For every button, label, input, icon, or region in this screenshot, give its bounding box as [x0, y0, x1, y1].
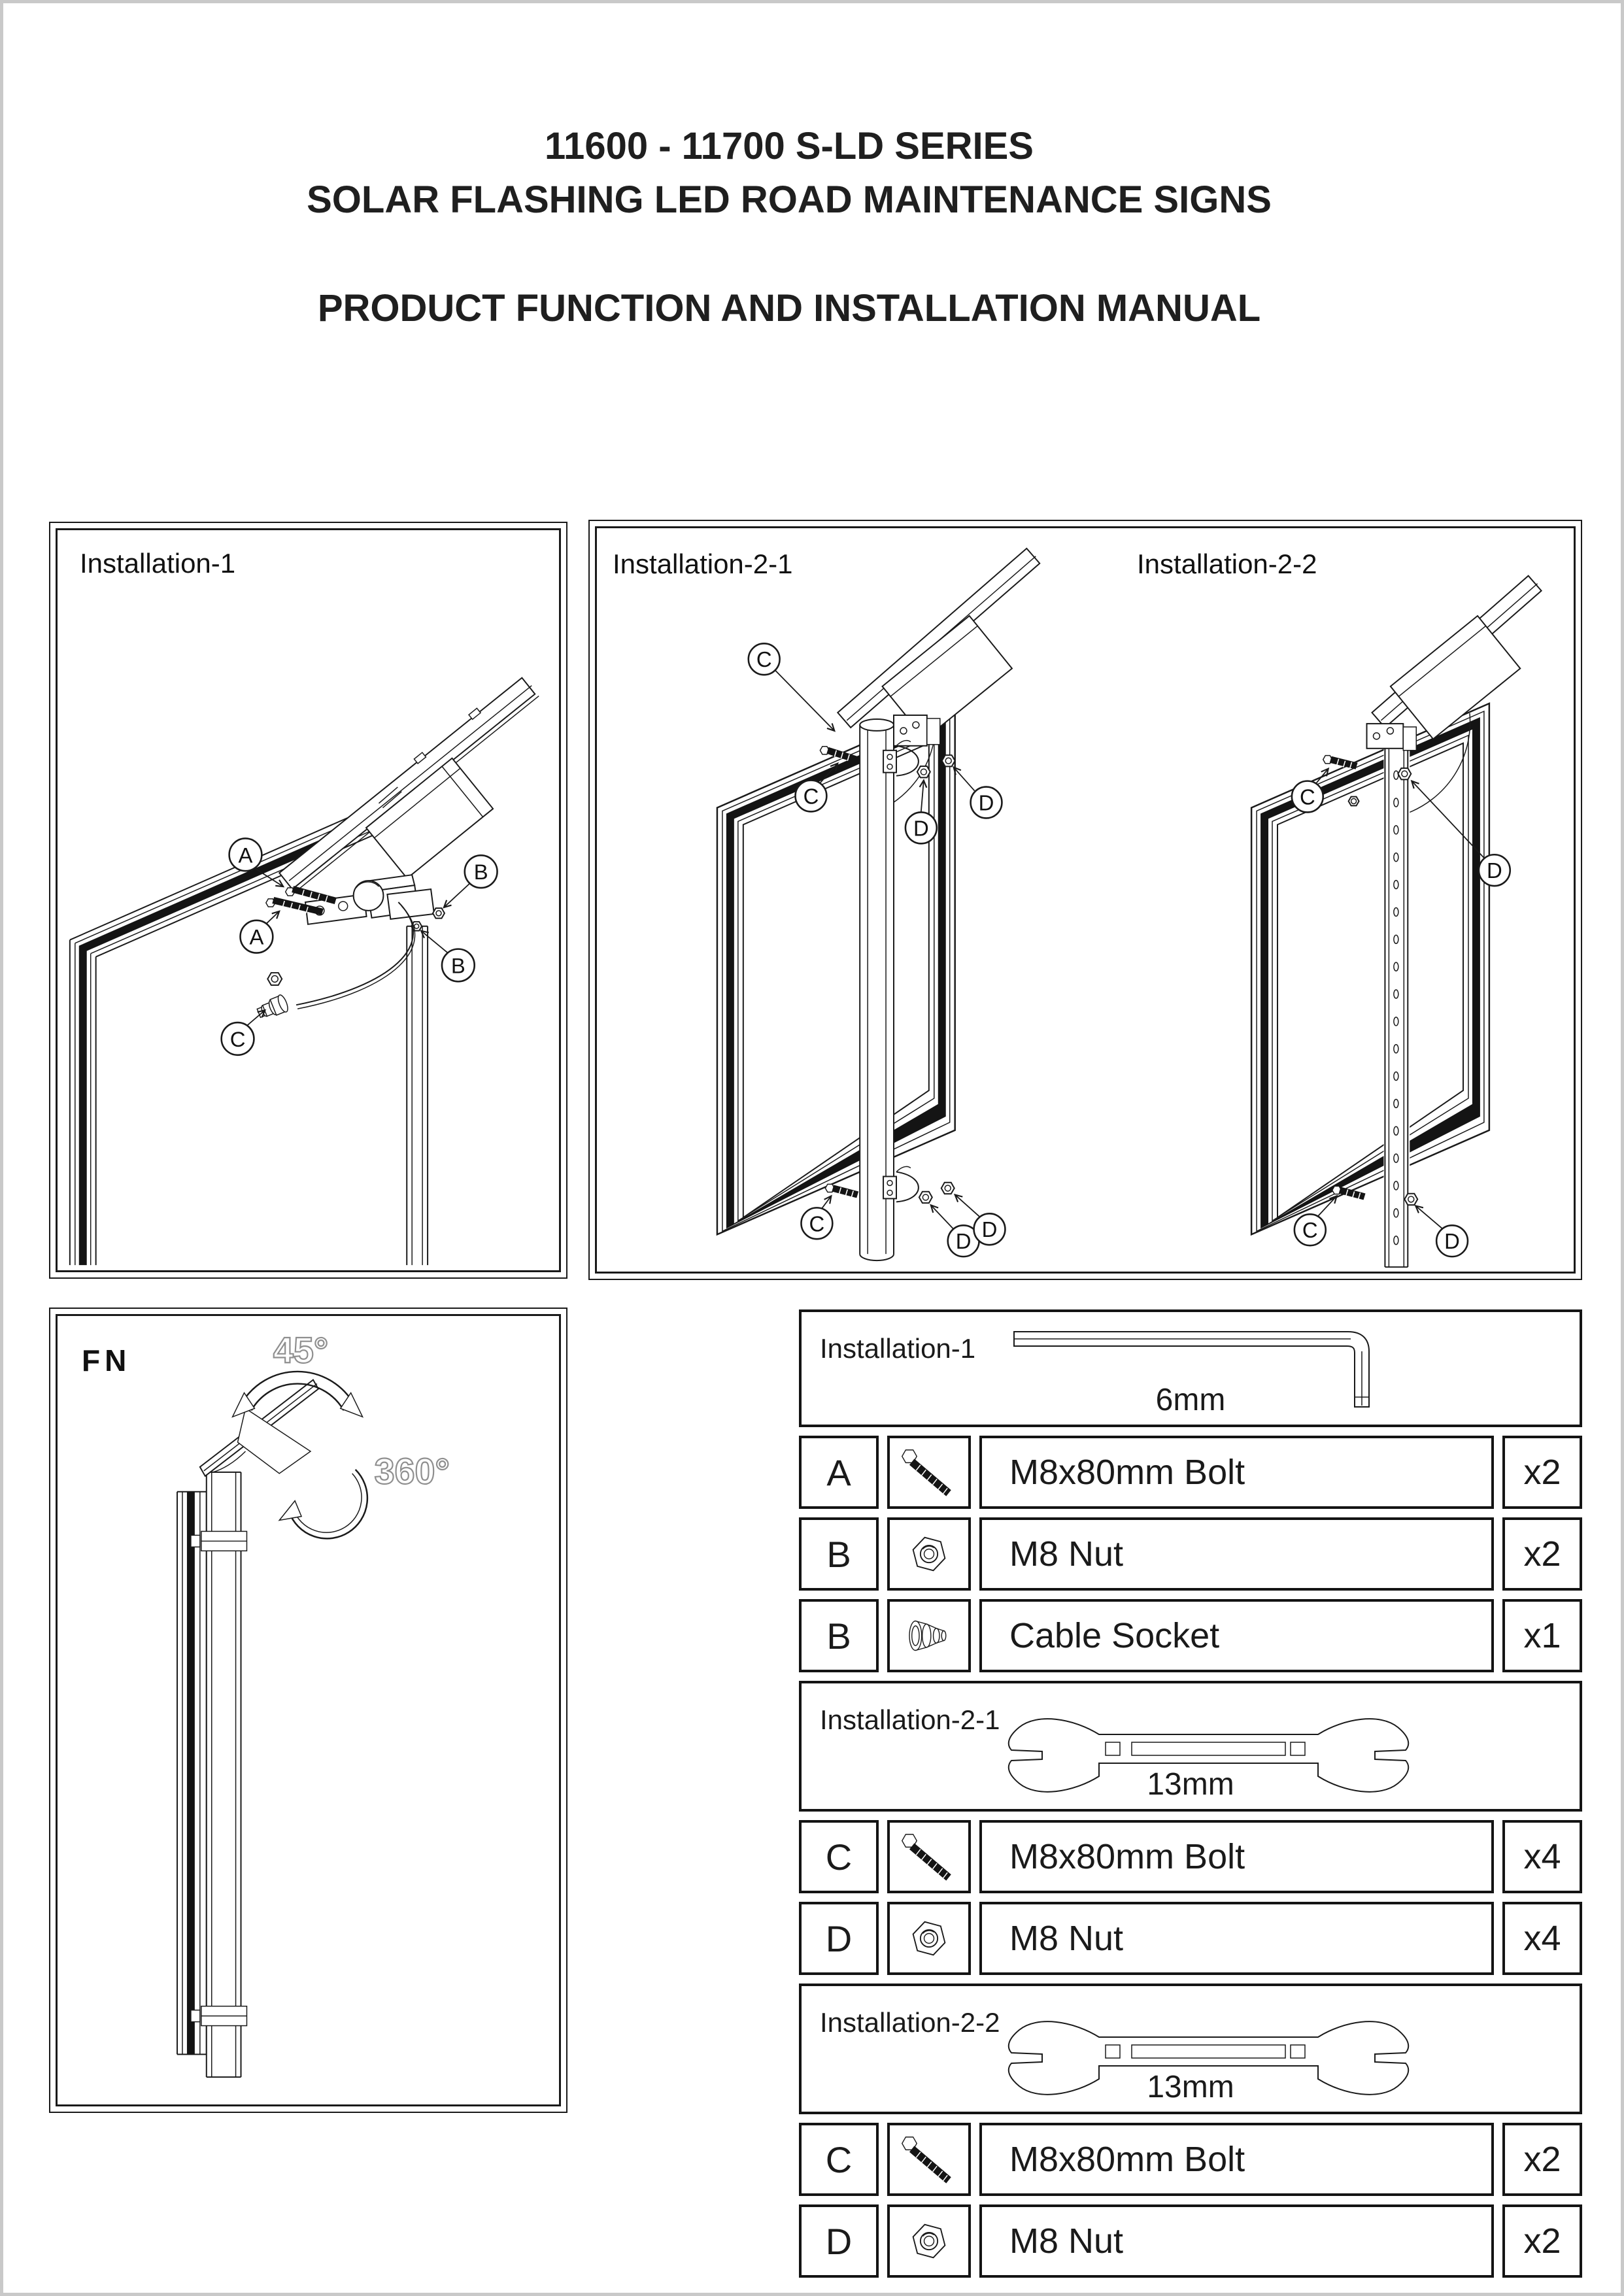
part-qty: x2: [1502, 2123, 1582, 2196]
svg-text:C: C: [809, 1211, 825, 1236]
part-qty: x4: [1502, 1902, 1582, 1975]
installation-2-drawing: [590, 521, 1581, 1279]
fn-drawing: [50, 1309, 566, 2112]
callout-d-bottom-1: [931, 1205, 979, 1257]
tool-size: 13mm: [1147, 1767, 1234, 1802]
svg-text:C: C: [229, 1026, 246, 1051]
svg-text:360°: 360°: [374, 1451, 450, 1492]
m8-nut: [433, 908, 445, 919]
installation-2-diagram-box: [588, 520, 1582, 1280]
callout-d-right: [1412, 781, 1510, 886]
part-key: B: [799, 1517, 879, 1591]
svg-text:A: A: [249, 924, 264, 949]
part-desc: M8x80mm Bolt: [979, 1436, 1494, 1509]
m8-bolt: [825, 1184, 858, 1198]
cable-socket-nut: [267, 973, 282, 985]
tool-size: 13mm: [1147, 2070, 1234, 2104]
part-qty: x2: [1502, 1517, 1582, 1591]
callout-a-2: [241, 911, 280, 953]
installation-1-diagram-box: [49, 522, 567, 1279]
clamp-bolt-top: [191, 1531, 247, 1551]
m8-nut: [917, 766, 930, 777]
part-desc: M8x80mm Bolt: [979, 2123, 1494, 2196]
rotation-360-arrow: [279, 1470, 367, 1538]
svg-text:C: C: [756, 647, 772, 672]
svg-text:D: D: [978, 790, 994, 815]
tool-header-installation-1: [799, 1309, 1582, 1427]
tilt-angle-label: [273, 1330, 328, 1371]
m8-nut: [1349, 797, 1359, 806]
tool-header-label: Installation-1: [820, 1333, 976, 1364]
installation-2-1-label: Installation-2-1: [613, 549, 793, 579]
bolt-icon: [887, 1820, 971, 1893]
svg-text:45°: 45°: [273, 1330, 329, 1371]
bolt-icon: [887, 1436, 971, 1509]
part-row: [799, 1436, 1582, 1509]
installation-1-drawing: [50, 523, 566, 1277]
svg-text:D: D: [1486, 858, 1502, 883]
m8-bolt: [1332, 1186, 1366, 1200]
nut-icon: [887, 2204, 971, 2278]
m8-nut: [942, 755, 955, 766]
tool-size: 6mm: [1155, 1383, 1226, 1417]
bolt-icon: [887, 2123, 971, 2196]
part-row: [799, 1902, 1582, 1975]
parts-table: [799, 1309, 1582, 2278]
part-key: A: [799, 1436, 879, 1509]
part-desc: M8 Nut: [979, 1517, 1494, 1591]
installation-2-1-figure: [717, 549, 1040, 1260]
svg-text:A: A: [238, 843, 253, 868]
svg-text:C: C: [803, 784, 819, 809]
part-desc: M8x80mm Bolt: [979, 1820, 1494, 1893]
control-box: [1391, 616, 1520, 739]
nut-icon: [887, 1517, 971, 1591]
ball-joint: [354, 881, 384, 911]
svg-text:D: D: [913, 816, 929, 841]
callout-d-mid: [905, 781, 937, 844]
callout-b-2: [421, 931, 475, 982]
part-row: [799, 1820, 1582, 1893]
part-qty: x2: [1502, 2204, 1582, 2278]
sign-frame: [1251, 703, 1489, 1234]
m8-bolt: [1323, 756, 1358, 769]
sign-side-view: [177, 1492, 207, 2055]
sign-frame: [717, 703, 955, 1234]
installation-2-2-figure: [1251, 576, 1541, 1267]
part-desc: Cable Socket: [979, 1599, 1494, 1672]
svg-text:D: D: [1444, 1229, 1460, 1254]
part-qty: x2: [1502, 1436, 1582, 1509]
callout-c: [222, 1010, 265, 1055]
title-line-3: PRODUCT FUNCTION AND INSTALLATION MANUAL: [317, 287, 1261, 329]
tool-header-label: Installation-2-1: [820, 1704, 1000, 1735]
clamp-bolt-bottom: [191, 2006, 247, 2026]
svg-text:D: D: [981, 1217, 998, 1242]
callout-d-bottom: [1415, 1206, 1468, 1257]
svg-text:D: D: [955, 1229, 972, 1254]
cable-connector: [256, 994, 290, 1022]
tool-header-installation-2-2: [799, 1984, 1582, 2114]
callout-c-bottom: [801, 1196, 832, 1239]
panel-bracket: [1367, 724, 1417, 751]
m8-nut: [941, 1183, 955, 1194]
rotation-angle-label: [375, 1451, 450, 1492]
m8-nut: [1404, 1194, 1417, 1205]
part-row: [799, 1599, 1582, 1672]
part-desc: M8 Nut: [979, 1902, 1494, 1975]
installation-2-2-label: Installation-2-2: [1137, 549, 1317, 579]
tool-header-label: Installation-2-2: [820, 2007, 1000, 2038]
tool-header-installation-2-1: [799, 1681, 1582, 1812]
svg-text:B: B: [473, 860, 488, 885]
installation-1-label: Installation-1: [80, 548, 236, 579]
title-line-1: 11600 - 11700 S-LD SERIES: [545, 125, 1034, 167]
m8-nut: [919, 1192, 932, 1203]
part-qty: x1: [1502, 1599, 1582, 1672]
solar-panel-side: [200, 1380, 318, 1476]
cable-socket-icon: [887, 1599, 971, 1672]
part-key: C: [799, 1820, 879, 1893]
svg-text:B: B: [450, 953, 465, 978]
part-desc: M8 Nut: [979, 2204, 1494, 2278]
nut-icon: [887, 1902, 971, 1975]
part-key: D: [799, 1902, 879, 1975]
fn-diagram-box: [49, 1308, 567, 2113]
title-line-2: SOLAR FLASHING LED ROAD MAINTENANCE SIGNS: [307, 178, 1272, 221]
part-qty: x4: [1502, 1820, 1582, 1893]
fn-label: FN: [82, 1343, 131, 1377]
svg-text:C: C: [1302, 1218, 1318, 1243]
callout-c-top: [749, 643, 835, 731]
part-row: [799, 2123, 1582, 2196]
callout-d-right: [954, 768, 1002, 819]
m8-nut: [1398, 768, 1411, 779]
callout-b-1: [444, 855, 498, 907]
part-key: B: [799, 1599, 879, 1672]
part-key: C: [799, 2123, 879, 2196]
channel-post: [1383, 739, 1410, 1267]
pole-side-view: [207, 1472, 241, 2077]
part-row: [799, 2204, 1582, 2278]
mounting-pole: [407, 926, 428, 1265]
panel-bracket: [894, 715, 940, 746]
svg-text:C: C: [1299, 785, 1315, 809]
part-key: D: [799, 2204, 879, 2278]
part-row: [799, 1517, 1582, 1591]
